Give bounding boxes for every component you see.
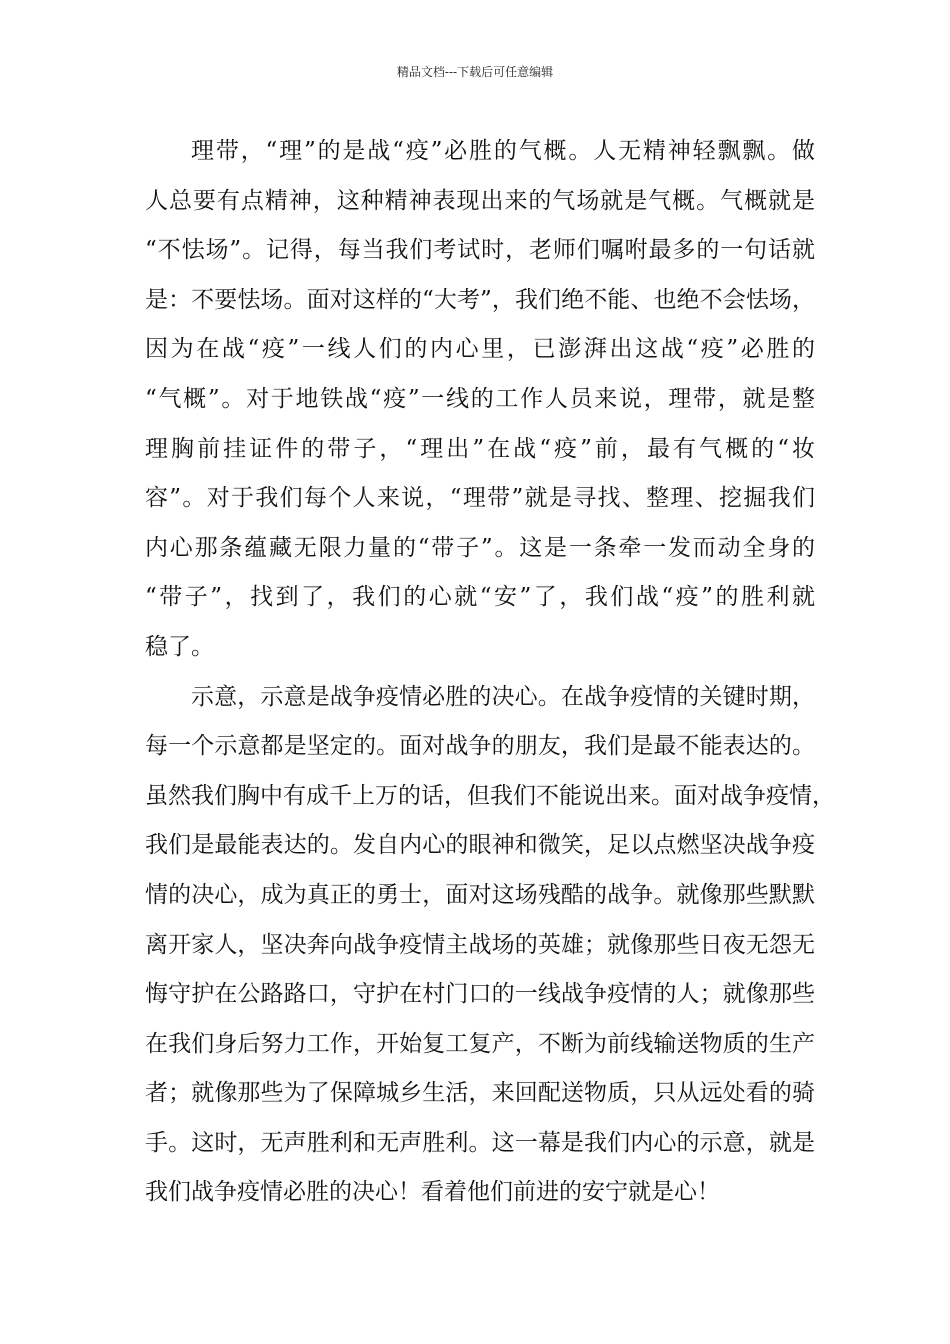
text-line: 悔守护在公路路口，守护在村门口的一线战争疫情的人；就像那些 [145, 981, 815, 1008]
text-line: 因为在战“疫”一线人们的内心里，已澎湃出这战“疫”必胜的 [145, 336, 815, 363]
text-line: 容”。对于我们每个人来说，“理带”就是寻找、整理、挖掘我们 [145, 485, 815, 512]
page-header: 精品文档---下载后可任意编辑 [396, 65, 554, 79]
text-line: “带子”，找到了，我们的心就“安”了，我们战“疫”的胜利就 [145, 584, 815, 611]
document-body [145, 131, 835, 1222]
text-line: “气概”。对于地铁战“疫”一线的工作人员来说，理带，就是整 [145, 385, 815, 412]
text-line: 虽然我们胸中有成千上万的话，但我们不能说出来。面对战争疫情， [145, 782, 835, 809]
text-line: 内心那条蕴藏无限力量的“带子”。这是一条牵一发而动全身的 [145, 534, 815, 561]
text-line: 示意，示意是战争疫情必胜的决心。在战争疫情的关键时期， [191, 683, 815, 710]
text-line: 我们战争疫情必胜的决心！看着他们前进的安宁就是心！ [145, 1179, 720, 1206]
text-line: 情的决心，成为真正的勇士，面对这场残酷的战争。就像那些默默 [145, 881, 815, 908]
text-line: 每一个示意都是坚定的。面对战争的朋友，我们是最不能表达的。 [145, 733, 815, 760]
text-line: 理胸前挂证件的带子，“理出”在战“疫”前，最有气概的“妆 [145, 435, 815, 462]
text-line: 者；就像那些为了保障城乡生活，来回配送物质，只从远处看的骑 [145, 1080, 815, 1107]
text-line: 手。这时，无声胜利和无声胜利。这一幕是我们内心的示意，就是 [145, 1129, 815, 1156]
paragraph-shi-yi [145, 677, 835, 1223]
text-line: 是：不要怯场。面对这样的“大考”，我们绝不能、也绝不会怯场， [145, 286, 815, 313]
text-line: 人总要有点精神，这种精神表现出来的气场就是气概。气概就是 [145, 187, 815, 214]
text-line: 离开家人，坚决奔向战争疫情主战场的英雄；就像那些日夜无怨无 [145, 931, 815, 958]
text-line: 理带，“理”的是战“疫”必胜的气概。人无精神轻飘飘。做 [191, 138, 815, 164]
text-line: “不怯场”。记得，每当我们考试时，老师们嘱咐最多的一句话就 [145, 237, 815, 264]
text-line: 在我们身后努力工作，开始复工复产，不断为前线输送物质的生产 [145, 1030, 815, 1057]
text-line: 稳了。 [145, 633, 214, 660]
text-line: 我们是最能表达的。发自内心的眼神和微笑，足以点燃坚决战争疫 [145, 832, 815, 859]
paragraph-li-dai [145, 131, 815, 677]
